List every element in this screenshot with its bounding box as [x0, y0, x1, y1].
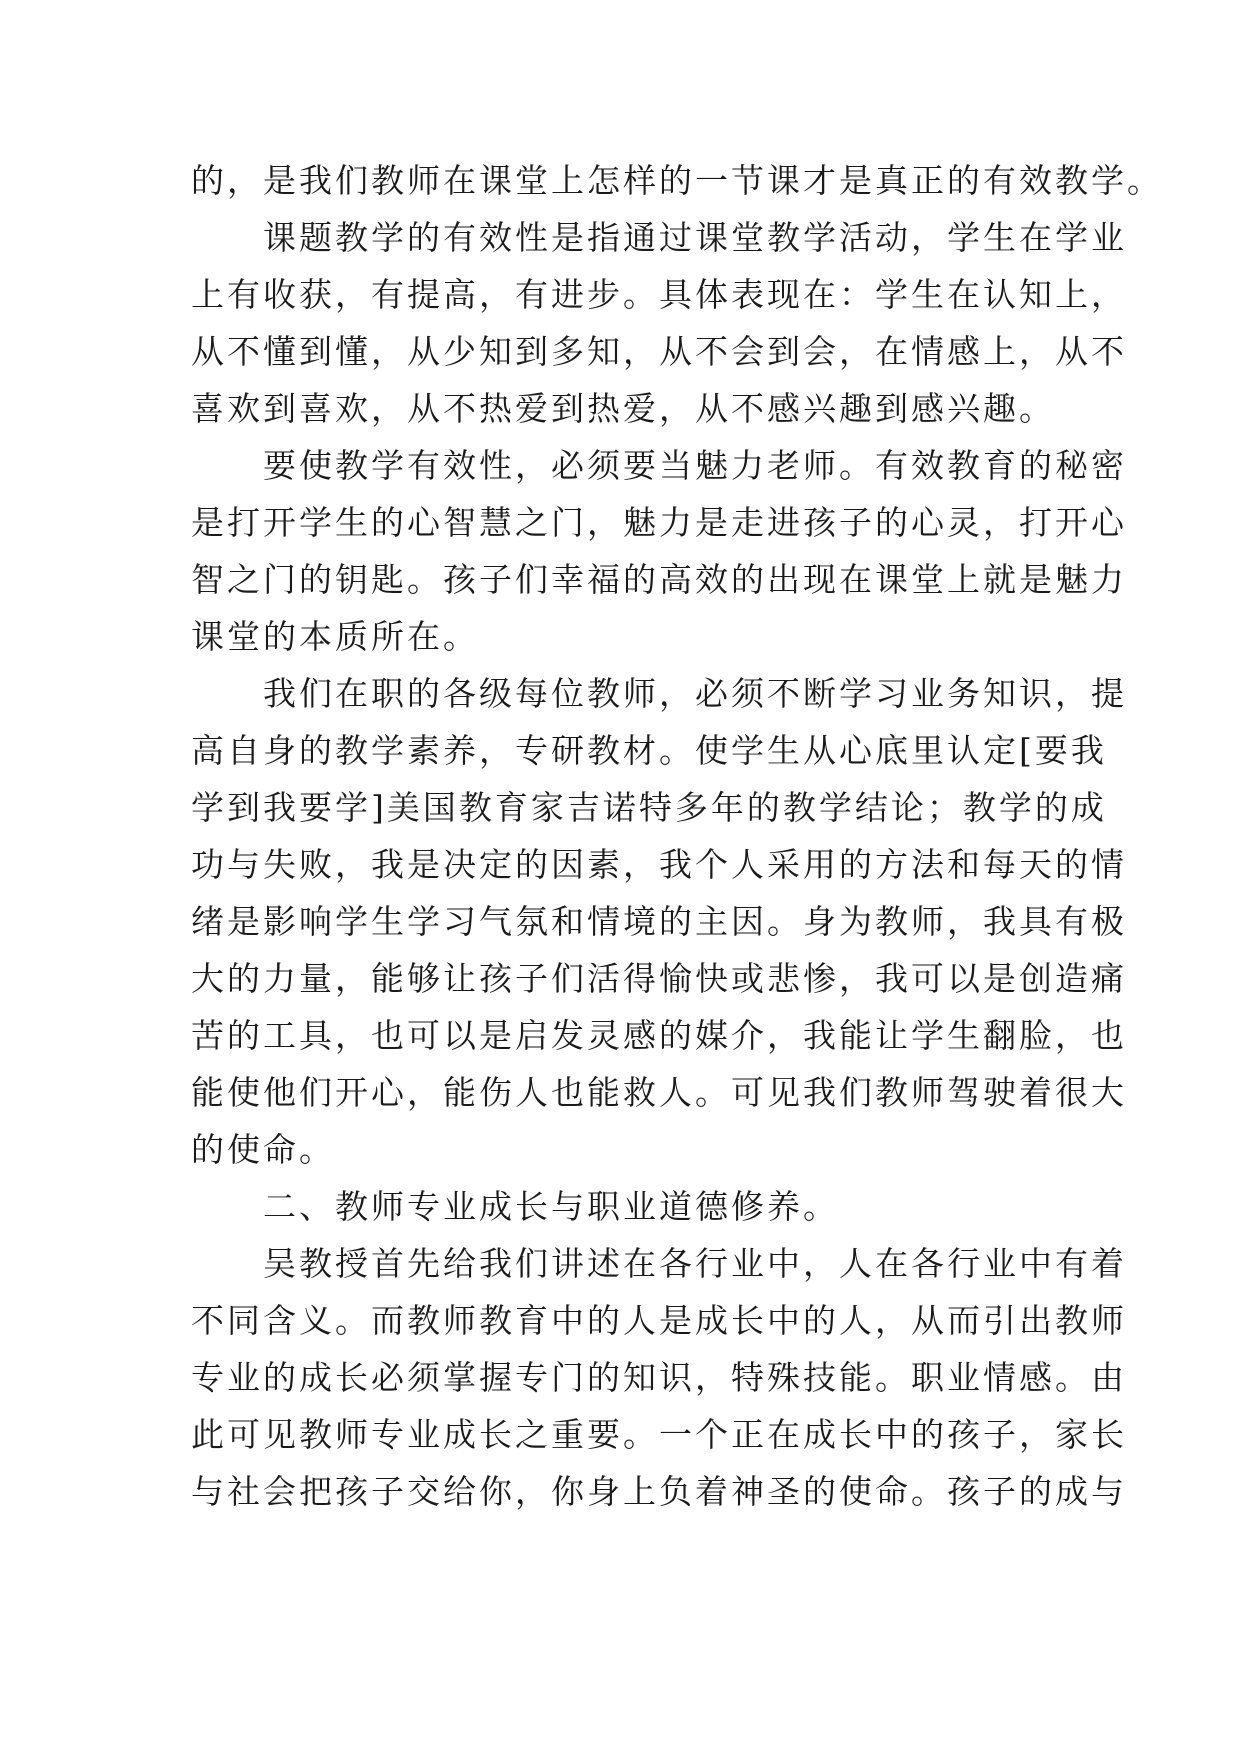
text-line: 吴教授首先给我们讲述在各行业中，人在各行业中有着: [191, 1244, 1127, 1283]
text-line: 我们在职的各级每位教师，必须不断学习业务知识，提: [191, 674, 1127, 713]
text-line: 苦的工具，也可以是启发灵感的媒介，我能让学生翻脸，也: [191, 1016, 1127, 1055]
text-line: 课堂的本质所在。: [191, 617, 479, 656]
text-line: 上有收获，有提高，有进步。具体表现在：学生在认知上，: [191, 275, 1127, 314]
text-line: 不同含义。而教师教育中的人是成长中的人，从而引出教师: [191, 1301, 1127, 1340]
text-line: 高自身的教学素养，专研教材。使学生从心底里认定[要我: [191, 731, 1107, 770]
text-line: 绪是影响学生学习气氛和情境的主因。身为教师，我具有极: [191, 902, 1127, 941]
text-line: 与社会把孩子交给你，你身上负着神圣的使命。孩子的成与: [191, 1472, 1127, 1511]
text-line: 能使他们开心，能伤人也能救人。可见我们教师驾驶着很大: [191, 1073, 1127, 1112]
text-line: 课题教学的有效性是指通过课堂教学活动，学生在学业: [191, 218, 1127, 257]
text-line: 功与失败，我是决定的因素，我个人采用的方法和每天的情: [191, 845, 1127, 884]
text-line: 的使命。: [191, 1130, 335, 1169]
text-line: 喜欢到喜欢，从不热爱到热爱，从不感兴趣到感兴趣。: [191, 389, 1055, 428]
body-text: [191, 152, 1163, 1520]
text-line: 此可见教师专业成长之重要。一个正在成长中的孩子，家长: [191, 1415, 1127, 1454]
text-line: 从不懂到懂，从少知到多知，从不会到会，在情感上，从不: [191, 332, 1127, 371]
text-line: 专业的成长必须掌握专门的知识，特殊技能。职业情感。由: [191, 1358, 1127, 1397]
text-line: 智之门的钥匙。孩子们幸福的高效的出现在课堂上就是魅力: [191, 560, 1127, 599]
text-line: 大的力量，能够让孩子们活得愉快或悲惨，我可以是创造痛: [191, 959, 1127, 998]
text-line: 的，是我们教师在课堂上怎样的一节课才是真正的有效教学。: [191, 161, 1163, 200]
text-line: 学到我要学]美国教育家吉诺特多年的教学结论；教学的成: [191, 788, 1107, 827]
section-heading: 二、教师专业成长与职业道德修养。: [191, 1187, 839, 1226]
text-line: 是打开学生的心智慧之门，魅力是走进孩子的心灵，打开心: [191, 503, 1127, 542]
text-line: 要使教学有效性，必须要当魅力老师。有效教育的秘密: [191, 446, 1127, 485]
